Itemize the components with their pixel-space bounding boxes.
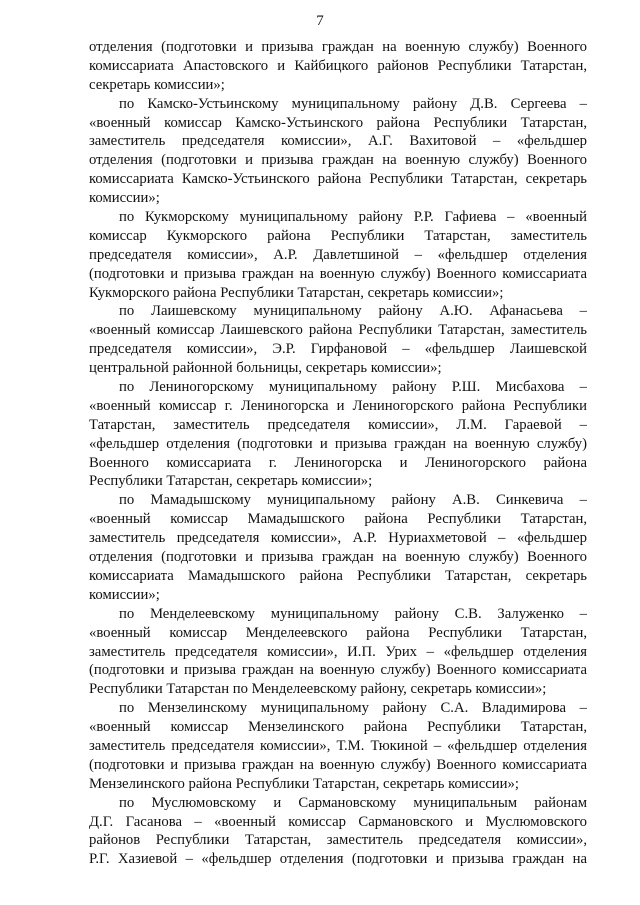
text-line: Республики Татарстан, секретарь комиссии»;	[89, 473, 373, 490]
text-line: Военного комиссариата г. Лениногорска и Лениногорского района	[89, 454, 587, 471]
text-line: по Мамадышскому муниципальному району А.В. Синкевича –	[119, 492, 587, 509]
text-line: секретарь комиссии»;	[89, 76, 225, 93]
text-line: Республики Татарстан по Менделеевскому району, секретарь комиссии»;	[89, 681, 547, 698]
text-line: «военный комиссар Менделеевского района Республики Татарстан,	[89, 624, 587, 641]
document-body	[89, 38, 587, 869]
text-line: «военный комиссар Камско-Устьинского района Республики Татарстан,	[89, 114, 587, 131]
text-line: (подготовки и призыва граждан на военную службу) Военного комиссариата	[89, 662, 587, 679]
text-line: отделения (подготовки и призыва граждан на военную службу) Военного	[89, 549, 587, 566]
text-line: комиссар Кукморского района Республики Татарстан, заместитель	[89, 227, 587, 244]
text-line: заместитель председателя комиссии», И.П. Урих – «фельдшер отделения	[89, 643, 587, 660]
text-line: комиссариата Камско-Устьинского района Республики Татарстан, секретарь	[89, 171, 587, 188]
text-line: комиссии»;	[89, 586, 160, 603]
text-line: «военный комиссар Мамадышского района Республики Татарстан,	[89, 511, 587, 528]
paragraph-menzelinsky	[89, 699, 587, 793]
text-line: отделения (подготовки и призыва граждан на военную службу) Военного	[89, 152, 587, 169]
text-line: заместитель председателя комиссии», А.Г. Вахитовой – «фельдшер	[89, 133, 587, 150]
text-line: по Муслюмовскому и Сармановскому муниципальным районам	[119, 794, 587, 811]
text-line: по Лаишевскому муниципальному району А.Ю. Афанасьева –	[119, 303, 587, 320]
text-line: отделения (подготовки и призыва граждан на военную службу) Военного	[89, 39, 587, 55]
text-line: по Камско-Устьинскому муниципальному району Д.В. Сергеева –	[119, 95, 587, 112]
text-line: «фельдшер отделения (подготовки и призыва граждан на военную службу)	[89, 435, 587, 452]
text-line: Татарстан, заместитель председателя комиссии», Л.М. Гараевой –	[89, 416, 587, 433]
text-line: председателя комиссии», А.Р. Давлетшиной – «фельдшер отделения	[89, 246, 587, 263]
text-line: (подготовки и призыва граждан на военную службу) Военного комиссариата	[89, 756, 587, 773]
paragraph-mamadyshsky	[89, 491, 587, 604]
text-line: заместитель председателя комиссии», Т.М. Тюкиной – «фельдшер отделения	[89, 737, 587, 754]
text-line: Д.Г. Гасанова – «военный комиссар Сармановского и Муслюмовского	[89, 813, 587, 830]
text-line: по Кукморскому муниципальному району Р.Р. Гафиева – «военный	[119, 209, 587, 226]
page-number: 7	[316, 13, 324, 29]
text-line: комиссии»;	[89, 190, 160, 207]
text-line: комиссариата Мамадышского района Республики Татарстан, секретарь	[89, 567, 587, 584]
paragraph-muslyumovsky-sarmanovsky	[89, 794, 587, 870]
text-line: по Менделеевскому муниципальному району С.В. Залуженко –	[119, 605, 587, 622]
text-line: по Лениногорскому муниципальному району Р.Ш. Мисбахова –	[119, 379, 587, 396]
text-line: комиссариата Апастовского и Кайбицкого районов Республики Татарстан,	[89, 57, 587, 74]
paragraph-kamsko-ustinsky	[89, 95, 587, 208]
text-line: «военный комиссар г. Лениногорска и Лениногорского района Республики	[89, 397, 587, 414]
paragraph-mendeleevsky	[89, 605, 587, 699]
text-line: Кукморского района Республики Татарстан, секретарь комиссии»;	[89, 284, 504, 301]
text-line: Р.Г. Хазиевой – «фельдшер отделения (подготовки и призыва граждан на	[89, 851, 587, 868]
paragraph-leninogorsky	[89, 378, 587, 491]
text-line: районов Республики Татарстан, заместитель председателя комиссии»,	[89, 832, 587, 849]
text-line: центральной районной больницы, секретарь комиссии»;	[89, 360, 442, 377]
text-line: председателя комиссии», Э.Р. Гирфановой – «фельдшер Лаишевской	[89, 341, 587, 358]
text-line: «военный комиссар Лаишевского района Республики Татарстан, заместитель	[89, 322, 587, 339]
text-line: заместитель председателя комиссии», А.Р. Нуриахметовой – «фельдшер	[89, 530, 587, 547]
text-line: Мензелинского района Республики Татарстан, секретарь комиссии»;	[89, 775, 519, 792]
paragraph-kukmorsky	[89, 208, 587, 302]
paragraph-laishevsky	[89, 302, 587, 378]
paragraph-1	[89, 38, 587, 95]
text-line: (подготовки и призыва граждан на военную службу) Военного комиссариата	[89, 265, 587, 282]
text-line: по Мензелинскому муниципальному району С.А. Владимирова –	[119, 700, 587, 717]
text-line: «военный комиссар Мензелинского района Республики Татарстан,	[89, 719, 587, 736]
